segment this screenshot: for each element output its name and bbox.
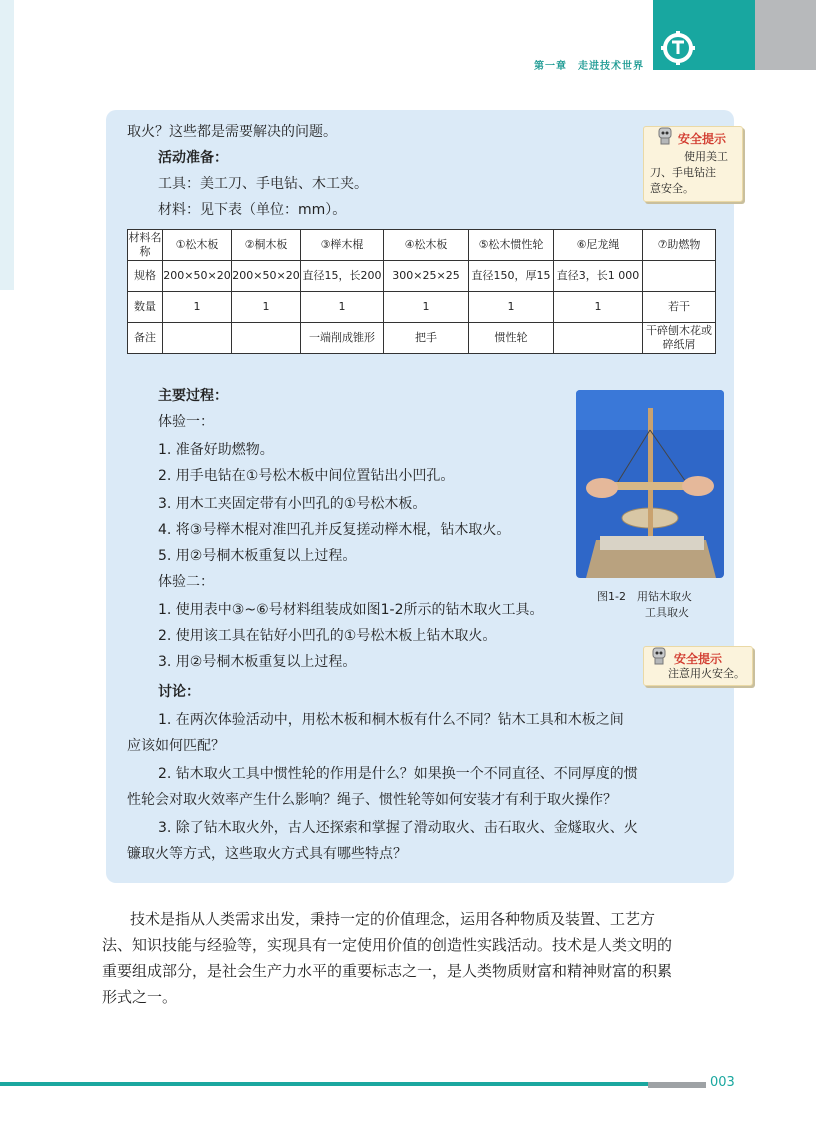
safety-tip-text: 使用美工: [684, 150, 728, 163]
table-cell: ②桐木板: [232, 230, 301, 261]
table-row: [128, 292, 716, 323]
table-cell: 直径150，厚15: [469, 261, 554, 292]
table-cell: 直径3，长1 000: [554, 261, 643, 292]
table-cell: 200×50×20: [163, 261, 232, 292]
page-number: 003: [710, 1075, 735, 1090]
corner-decoration-gray: [755, 0, 816, 70]
fire-drill-photo: [576, 390, 724, 578]
table-cell: 1: [384, 292, 469, 323]
table-cell: 把手: [384, 323, 469, 354]
table-cell: 规格: [128, 261, 163, 292]
side-strip: [0, 0, 14, 290]
table-cell: 惯性轮: [469, 323, 554, 354]
list-item: 4. 将③号榉木棍对准凹孔并反复搓动榉木棍，钻木取火。: [158, 522, 511, 538]
footer-bar-gray: [648, 1082, 706, 1088]
table-cell: 300×25×25: [384, 261, 469, 292]
figure-caption: 图1-2 用钻木取火: [597, 590, 692, 603]
list-item: 1. 准备好助燃物。: [158, 442, 274, 458]
table-cell: 若干: [643, 292, 716, 323]
body-paragraph-line: 形式之一。: [102, 988, 178, 1006]
body-paragraph-line: 法、知识技能与经验等，实现具有一定使用价值的创造性实践活动。技术是人类文明的: [102, 936, 673, 954]
list-item: 5. 用②号桐木板重复以上过程。: [158, 548, 357, 564]
table-cell: 备注: [128, 323, 163, 354]
table-cell: ⑥尼龙绳: [554, 230, 643, 261]
list-item: 1. 使用表中③~⑥号材料组装成如图1-2所示的钻木取火工具。: [158, 602, 544, 618]
table-cell: ①松木板: [163, 230, 232, 261]
table-cell: 直径15，长200: [301, 261, 384, 292]
process-title: 主要过程：: [158, 388, 228, 404]
table-row: [128, 323, 716, 354]
discuss-line: 2. 钻木取火工具中惯性轮的作用是什么？如果换一个不同直径、不同厚度的惯: [158, 766, 638, 782]
table-cell: 干碎刨木花或碎纸屑: [643, 323, 716, 354]
gear-logo-icon: [660, 30, 696, 66]
safety-tip-box: [643, 646, 753, 686]
robot-icon: [656, 125, 674, 145]
discuss-line: 性轮会对取火效率产生什么影响？绳子、惯性轮等如何安装才有利于取火操作？: [127, 792, 617, 808]
footer-bar: [0, 1082, 648, 1086]
safety-tip-title: 安全提示: [678, 132, 727, 146]
list-item: 3. 用②号桐木板重复以上过程。: [158, 654, 357, 670]
activity-line: 取火？这些都是需要解决的问题。: [127, 124, 337, 140]
discuss-line: 镰取火等方式，这些取火方式具有哪些特点？: [127, 846, 407, 862]
materials-line: 材料：见下表（单位：mm）。: [158, 202, 347, 218]
table-cell: [163, 323, 232, 354]
discuss-line: 应该如何匹配？: [127, 738, 225, 754]
table-cell: 数量: [128, 292, 163, 323]
exp1-title: 体验一：: [158, 414, 214, 430]
list-item: 2. 使用该工具在钻好小凹孔的①号松木板上钻木取火。: [158, 628, 497, 644]
table-cell: ④松木板: [384, 230, 469, 261]
table-cell: 一端削成锥形: [301, 323, 384, 354]
discuss-title: 讨论：: [158, 684, 200, 700]
discuss-line: 3. 除了钻木取火外，古人还探索和掌握了滑动取火、击石取火、金燧取火、火: [158, 820, 638, 836]
robot-icon: [650, 645, 668, 665]
table-cell: 1: [232, 292, 301, 323]
table-cell: 1: [163, 292, 232, 323]
table-cell: [232, 323, 301, 354]
figure-caption: 工具取火: [645, 606, 689, 619]
table-cell: ⑤松木惯性轮: [469, 230, 554, 261]
safety-tip-title: 安全提示: [674, 652, 723, 666]
safety-tip-box: [643, 126, 743, 202]
prep-title: 活动准备：: [158, 150, 228, 166]
table-row: [128, 261, 716, 292]
discuss-line: 1. 在两次体验活动中，用松木板和桐木板有什么不同？钻木工具和木板之间: [158, 712, 624, 728]
table-cell: 1: [301, 292, 384, 323]
chapter-header: 第一章 走进技术世界: [534, 61, 644, 72]
table-cell: 1: [469, 292, 554, 323]
table-cell: ③榉木棍: [301, 230, 384, 261]
body-paragraph-line: 重要组成部分，是社会生产力水平的重要标志之一，是人类物质财富和精神财富的积累: [102, 962, 673, 980]
table-cell: 材料名称: [128, 230, 163, 261]
list-item: 2. 用手电钻在①号松木板中间位置钻出小凹孔。: [158, 468, 455, 484]
safety-tip-text: 注意用火安全。: [668, 667, 745, 680]
safety-tip-text: 刀、手电钻注: [650, 166, 716, 179]
table-header-row: [128, 230, 716, 261]
tools-line: 工具：美工刀、手电钻、木工夹。: [158, 176, 368, 192]
exp2-title: 体验二：: [158, 574, 214, 590]
list-item: 3. 用木工夹固定带有小凹孔的①号松木板。: [158, 496, 427, 512]
materials-table: [127, 229, 716, 354]
body-paragraph-line: 技术是指从人类需求出发，秉持一定的价值理念，运用各种物质及装置、工艺方: [130, 910, 656, 928]
table-cell: 1: [554, 292, 643, 323]
table-cell: ⑦助燃物: [643, 230, 716, 261]
table-cell: [643, 261, 716, 292]
table-cell: [554, 323, 643, 354]
table-cell: 200×50×20: [232, 261, 301, 292]
safety-tip-text: 意安全。: [650, 182, 694, 195]
